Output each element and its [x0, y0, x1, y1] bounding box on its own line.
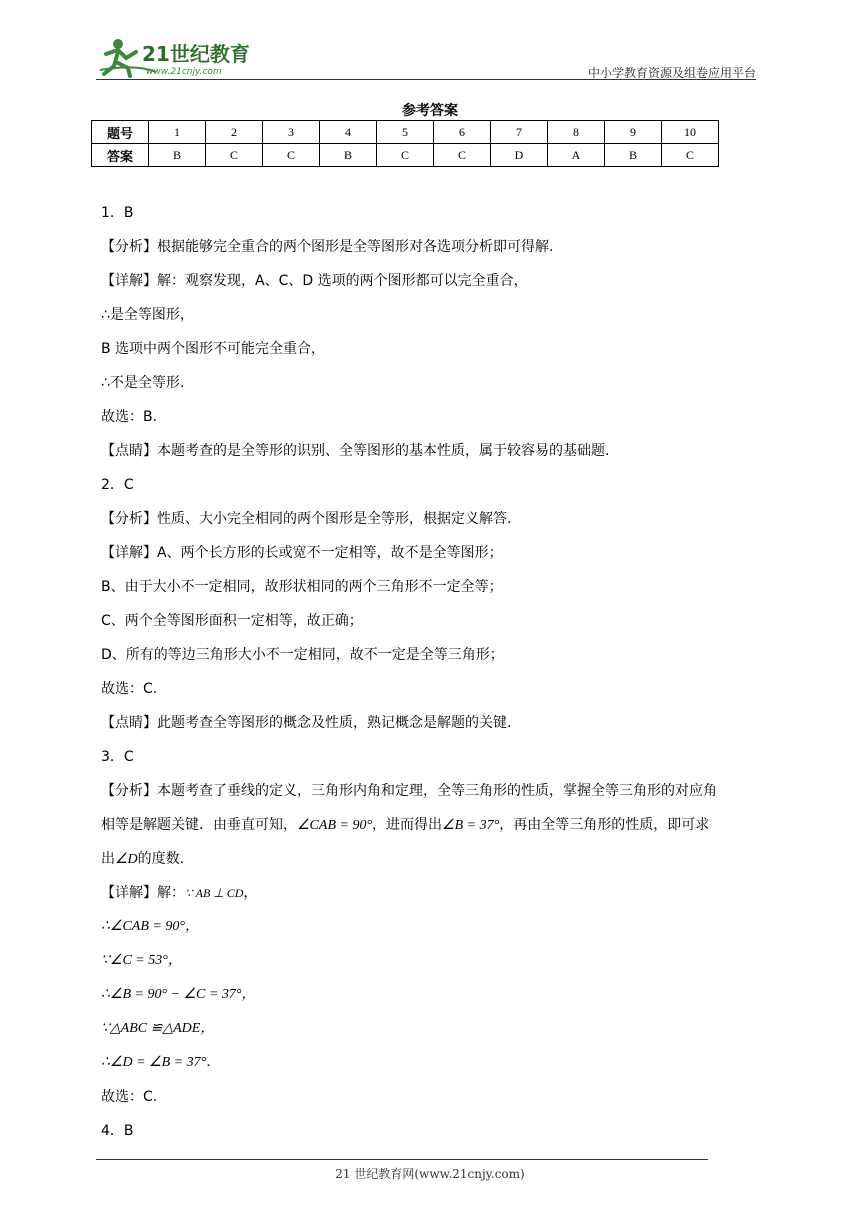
table-cell: B [149, 144, 206, 167]
table-cell: 9 [605, 121, 662, 144]
question-3-heading: 3．C [101, 749, 134, 765]
question-3-detail [101, 876, 761, 910]
math-expression: ∵ AB ⊥ CD [185, 886, 244, 900]
question-1-analysis: 【分析】根据能够完全重合的两个图形是全等图形对各选项分析即可得解. [101, 239, 554, 255]
math-expression: ∠B = 37° [442, 818, 500, 833]
question-1-step: ∴是全等图形， [101, 307, 194, 323]
question-3-step: ∴∠B = 90° − ∠C = 37°， [101, 987, 256, 1002]
answer-table [91, 120, 719, 167]
site-logo [96, 34, 276, 78]
page-footer: 21 世纪教育网(www.21cnjy.com) [335, 1167, 525, 1181]
question-3-analysis-line-1: 【分析】本题考查了垂线的定义，三角形内角和定理，全等三角形的性质，掌握全等三角形的对应角 [101, 783, 717, 799]
text-span: ，进而得出 [372, 817, 443, 833]
question-2-comment: 【点睛】此题考查全等图形的概念及性质，熟记概念是解题的关键. [101, 715, 512, 731]
question-3-analysis-line-2 [101, 808, 761, 842]
table-cell: 3 [263, 121, 320, 144]
table-cell: 4 [320, 121, 377, 144]
question-3-step: ∴∠D = ∠B = 37°． [101, 1055, 221, 1070]
header-platform-text: 中小学教育资源及组卷应用平台 [587, 66, 756, 80]
question-4-heading: 4．B [101, 1123, 134, 1139]
question-2-detail: 【详解】A、两个长方形的长或宽不一定相等，故不是全等图形； [101, 545, 503, 561]
table-cell: 8 [548, 121, 605, 144]
table-cell: B [605, 144, 662, 167]
number-row [92, 121, 719, 144]
table-cell: C [662, 144, 719, 167]
question-2-option-b: B、由于大小不一定相同，故形状相同的两个三角形不一定全等； [101, 579, 503, 595]
question-3-analysis-line-3 [101, 842, 761, 876]
table-cell: B [320, 144, 377, 167]
table-cell: 7 [491, 121, 548, 144]
question-2-choice: 故选：C. [101, 681, 158, 697]
text-span: 出 [101, 851, 115, 867]
answer-title: 参考答案 [402, 103, 458, 119]
text-span: 相等是解题关键．由垂直可知， [101, 817, 297, 833]
table-cell: C [263, 144, 320, 167]
question-2-option-c: C、两个全等图形面积一定相等，故正确； [101, 613, 363, 629]
logo-text: 21世纪教育 [142, 42, 250, 66]
text-span: 【详解】解： [101, 885, 185, 901]
answer-row [92, 144, 719, 167]
table-cell: 10 [662, 121, 719, 144]
table-cell: C [434, 144, 491, 167]
question-1-comment: 【点睛】本题考查的是全等形的识别、全等图形的基本性质，属于较容易的基础题. [101, 443, 610, 459]
table-cell: D [491, 144, 548, 167]
solution-body [101, 196, 761, 1148]
math-expression: ∠D [115, 852, 138, 867]
page-header [96, 34, 756, 80]
number-row-label: 题号 [92, 121, 149, 144]
question-3-choice: 故选：C. [101, 1089, 158, 1105]
table-cell: 1 [149, 121, 206, 144]
question-3-step: ∵∠C = 53°， [101, 953, 182, 968]
question-3-step: ∵△ABC ≌△ADE， [101, 1021, 215, 1036]
logo-url: www.21cnjy.com [146, 67, 222, 77]
text-span: ， [243, 885, 258, 901]
table-cell: 5 [377, 121, 434, 144]
question-1-heading: 1．B [101, 205, 134, 221]
table-cell: C [206, 144, 263, 167]
question-2-option-d: D、所有的等边三角形大小不一定相同，故不一定是全等三角形； [101, 647, 504, 663]
table-cell: C [377, 144, 434, 167]
math-expression: ∠CAB = 90° [297, 818, 373, 833]
question-1-step: B 选项中两个图形不可能完全重合， [101, 341, 326, 357]
footer-divider [96, 1159, 708, 1160]
text-span: 的度数. [137, 851, 185, 867]
table-cell: A [548, 144, 605, 167]
header-divider [96, 79, 756, 80]
question-1-step: ∴不是全等形. [101, 375, 185, 391]
table-cell: 6 [434, 121, 491, 144]
question-2-analysis: 【分析】性质、大小完全相同的两个图形是全等形，根据定义解答. [101, 511, 512, 527]
answer-row-label: 答案 [92, 144, 149, 167]
table-cell: 2 [206, 121, 263, 144]
question-1-choice: 故选：B. [101, 409, 158, 425]
text-span: ，再由全等三角形的性质，即可求 [499, 817, 710, 833]
question-3-step: ∴∠CAB = 90°， [101, 919, 199, 934]
question-2-heading: 2．C [101, 477, 134, 493]
question-1-detail: 【详解】解：观察发现，A、C、D 选项的两个图形都可以完全重合， [101, 273, 528, 289]
